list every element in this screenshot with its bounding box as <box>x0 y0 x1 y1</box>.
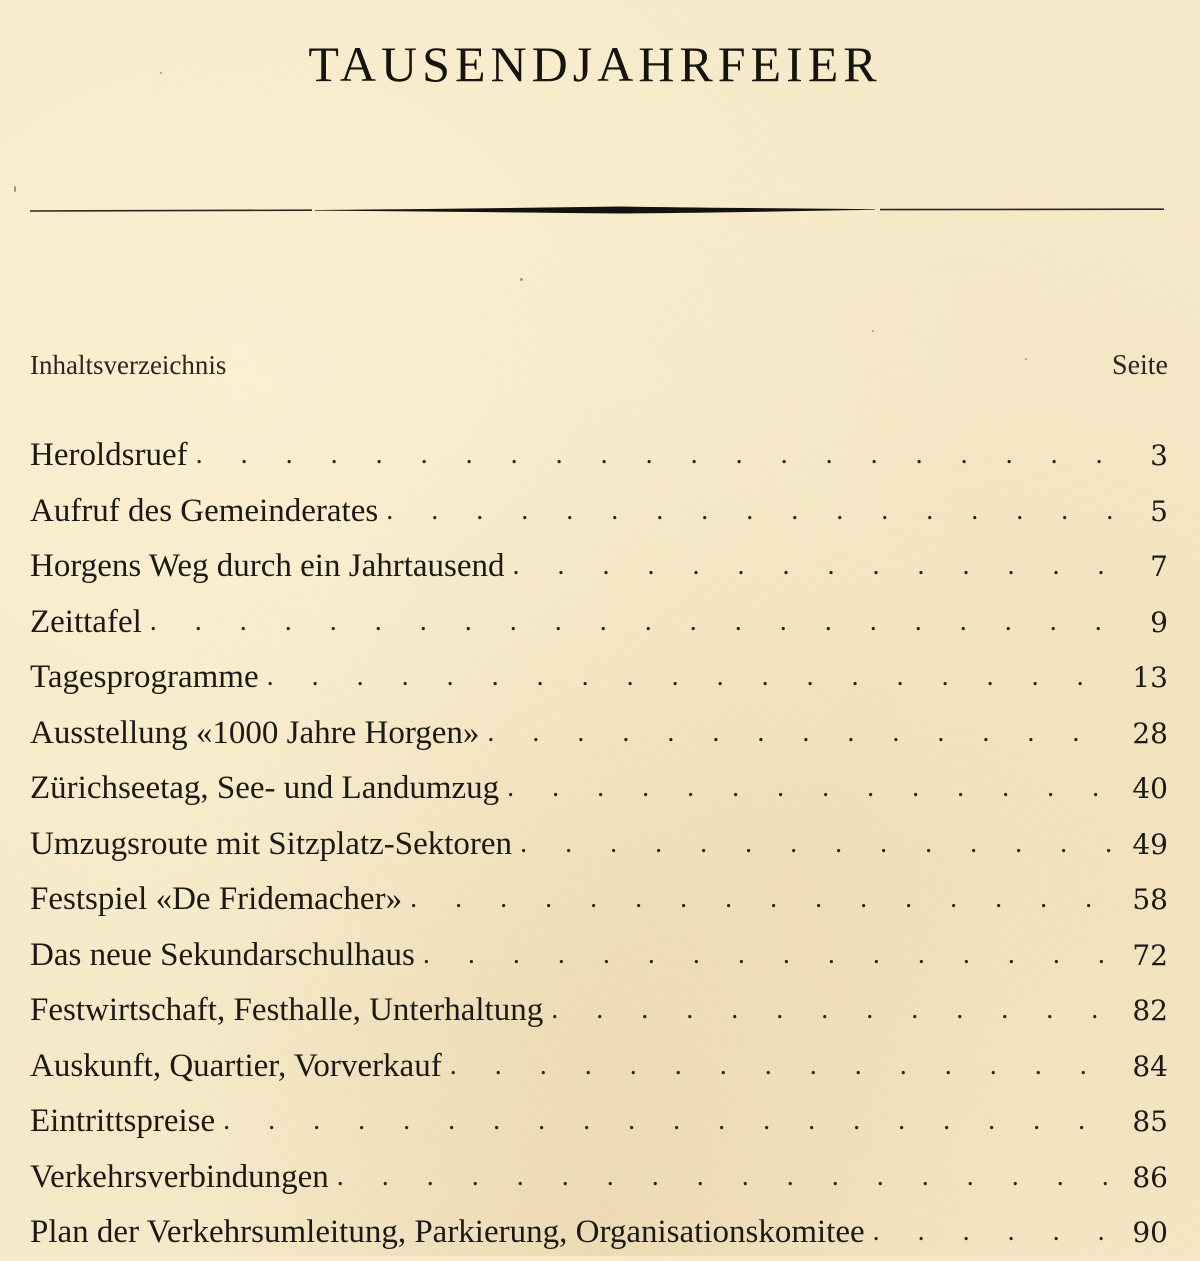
ornamental-divider <box>30 205 1164 215</box>
toc-entry[interactable] <box>30 928 1168 984</box>
toc-list <box>30 428 1168 1261</box>
toc-entry[interactable] <box>30 539 1168 595</box>
toc-entry[interactable] <box>30 650 1168 706</box>
toc-entry-title: Tagesprogramme <box>30 650 267 706</box>
toc-entry[interactable] <box>30 1150 1168 1206</box>
toc-entry-title: Festspiel «De Fridemacher» <box>30 872 410 928</box>
page-title: TAUSENDJAHRFEIER <box>0 34 1190 94</box>
toc-entry-page: 3 <box>1118 428 1168 484</box>
paper-mark <box>872 330 874 332</box>
toc-entry[interactable] <box>30 761 1168 817</box>
toc-entry-page: 82 <box>1118 983 1168 1039</box>
toc-entry[interactable] <box>30 1039 1168 1095</box>
toc-entry-page: 84 <box>1118 1039 1168 1095</box>
toc-entry-title: Horgens Weg durch ein Jahrtausend <box>30 539 513 595</box>
toc-entry-page: 72 <box>1118 928 1168 984</box>
toc-entry-title: Eintrittspreise <box>30 1094 223 1150</box>
dot-leader <box>386 484 1118 539</box>
dot-leader <box>873 1205 1118 1260</box>
toc-entry-page: 9 <box>1118 595 1168 651</box>
toc-entry[interactable] <box>30 484 1168 540</box>
toc-entry-title: Umzugsroute mit Sitzplatz-Sektoren <box>30 817 520 873</box>
toc-entry[interactable] <box>30 872 1168 928</box>
dot-leader <box>410 872 1118 927</box>
dot-leader <box>150 595 1118 650</box>
toc-entry-page: 40 <box>1118 761 1168 817</box>
dot-leader <box>520 817 1118 872</box>
toc-entry[interactable] <box>30 1094 1168 1150</box>
divider-swell-line-icon <box>30 205 1164 215</box>
toc-entry-page: 7 <box>1118 539 1168 595</box>
toc-entry-page: 5 <box>1118 484 1168 540</box>
toc-entry-title: Auskunft, Quartier, Vorverkauf <box>30 1039 450 1095</box>
toc-entry-page: 86 <box>1118 1150 1168 1206</box>
toc-heading: Inhaltsverzeichnis <box>30 350 226 381</box>
toc-entry-title: Verkehrsverbindungen <box>30 1150 337 1206</box>
toc-header <box>30 350 1168 400</box>
toc-entry-page: 13 <box>1118 650 1168 706</box>
dot-leader <box>513 539 1118 594</box>
toc-entry-title: Plan der Verkehrsumleitung, Parkierung, Organisationskomitee <box>30 1205 873 1261</box>
toc-entry-page: 28 <box>1118 706 1168 762</box>
toc-entry-title: Ausstellung «1000 Jahre Horgen» <box>30 706 487 762</box>
dot-leader <box>267 650 1118 705</box>
toc-entry[interactable] <box>30 595 1168 651</box>
toc-entry-title: Das neue Sekundarschulhaus <box>30 928 423 984</box>
toc-entry[interactable] <box>30 817 1168 873</box>
dot-leader <box>337 1150 1118 1205</box>
toc-entry-page: 85 <box>1118 1094 1168 1150</box>
toc-entry-title: Zürichseetag, See- und Landumzug <box>30 761 507 817</box>
dot-leader <box>196 428 1118 483</box>
dot-leader <box>223 1094 1118 1149</box>
toc-entry-title: Aufruf des Gemeinderates <box>30 484 386 540</box>
dot-leader <box>450 1039 1118 1094</box>
dot-leader <box>507 761 1118 816</box>
toc-entry[interactable] <box>30 983 1168 1039</box>
paper-mark <box>520 278 523 281</box>
toc-entry-title: Zeittafel <box>30 595 150 651</box>
table-of-contents <box>30 350 1168 1261</box>
toc-entry[interactable] <box>30 428 1168 484</box>
toc-entry-page: 58 <box>1118 872 1168 928</box>
dot-leader <box>487 706 1118 761</box>
page-column-label: Seite <box>1112 350 1168 382</box>
paper-mark <box>14 186 16 192</box>
toc-entry-title: Heroldsruef <box>30 428 196 484</box>
toc-entry-title: Festwirtschaft, Festhalle, Unterhaltung <box>30 983 551 1039</box>
toc-entry[interactable] <box>30 706 1168 762</box>
dot-leader <box>551 983 1118 1038</box>
toc-entry-page: 90 <box>1118 1205 1168 1261</box>
paper-mark <box>160 72 162 74</box>
toc-entry-page: 49 <box>1118 817 1168 873</box>
dot-leader <box>423 928 1118 983</box>
toc-entry[interactable] <box>30 1205 1168 1261</box>
